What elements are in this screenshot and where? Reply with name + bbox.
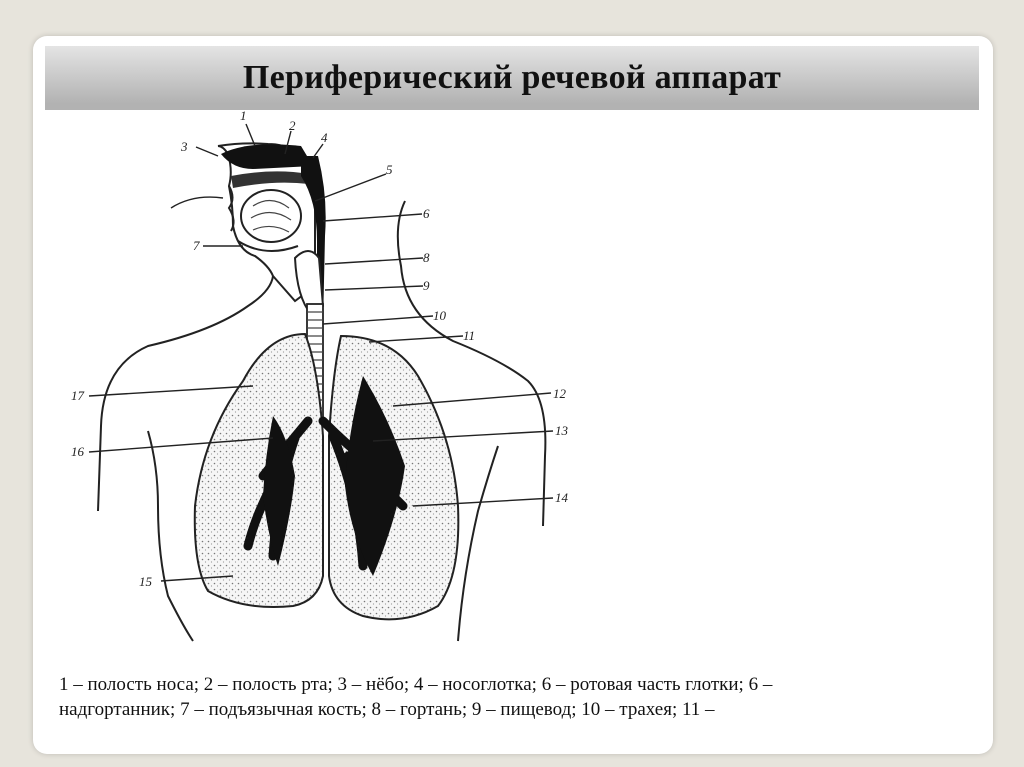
- label-15: 15: [139, 574, 152, 589]
- label-17: 17: [71, 388, 84, 403]
- label-6: 6: [423, 206, 430, 221]
- label-8: 8: [423, 250, 430, 265]
- label-11: 11: [463, 328, 476, 343]
- label-7: 7: [193, 238, 200, 253]
- label-1: 1: [240, 108, 247, 123]
- caption-line-2: надгортанник; 7 – подъязычная кость; 8 – гортань; 9 – пищевод; 10 – трахея; 11 –: [59, 699, 715, 720]
- left-lung: [195, 334, 323, 607]
- label-16: 16: [71, 444, 84, 459]
- slide-title: Периферический речевой аппарат: [242, 59, 782, 96]
- label-14: 14: [555, 490, 568, 505]
- label-10: 10: [433, 308, 446, 323]
- legend-caption: [59, 672, 989, 722]
- label-5: 5: [386, 162, 393, 177]
- label-4: 4: [321, 130, 328, 145]
- arm-right: [458, 446, 498, 641]
- label-2: 2: [289, 118, 296, 133]
- label-9: 9: [423, 278, 430, 293]
- tongue: [241, 190, 301, 242]
- label-13: 13: [555, 423, 568, 438]
- arm-left: [148, 431, 193, 641]
- anatomy-diagram: [33, 36, 993, 676]
- label-3: 3: [181, 139, 188, 154]
- caption-line-1: 1 – полость носа; 2 – полость рта; 3 – нёбо; 4 – носоглотка; 6 – ротовая часть глотки; 6 –: [59, 674, 773, 695]
- slide: [33, 36, 993, 754]
- label-12: 12: [553, 386, 566, 401]
